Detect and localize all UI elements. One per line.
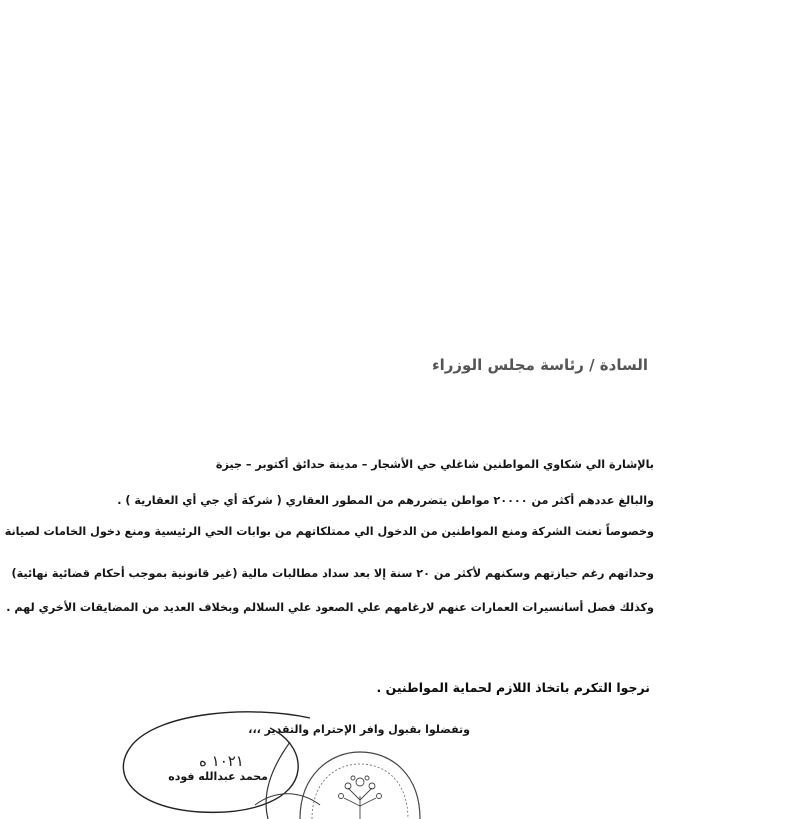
stamp-outer-arc <box>300 752 420 819</box>
body-line-1: بالإشارة الي شكاوي المواطنين شاغلي حي الأشجار – مدينة حدائق أكتوبر – جيزة <box>215 458 654 471</box>
handwritten-number: ١٠٢١ ه <box>199 752 244 770</box>
stamp-tree-emblem <box>339 776 382 819</box>
signature-stroke <box>255 794 320 805</box>
signer-name: محمد عبدالله فوده <box>168 770 268 783</box>
body-line-4: وحداتهم رغم حيازتهم وسكنهم لأكثر من ٢٠ سنة إلا بعد سداد مطالبات مالية (غير قانونية بموجب أحكام قضائية نهائية) <box>11 567 654 580</box>
request-line: نرجوا التكرم باتخاذ اللازم لحماية المواطنين . <box>376 680 650 695</box>
stamp-inner-arc <box>312 764 408 819</box>
closing-line: وتفضلوا بقبول وافر الإحترام والتقدير ،،، <box>248 723 470 736</box>
body-line-3: وخصوصاً تعنت الشركة ومنع المواطنين من الدخول الي ممتلكاتهم من بوابات الحي الرئيسية ومنع دخول الخامات لصيانة <box>4 525 654 538</box>
letter-heading: السادة / رئاسة مجلس الوزراء <box>431 356 648 374</box>
body-line-5: وكذلك فصل أسانسيرات العمارات عنهم لارغامهم علي الصعود علي السلالم وبخلاف العديد من المضايقات الأخري لهم . <box>6 601 654 614</box>
signature-stroke <box>266 742 290 819</box>
body-line-2: والبالغ عددهم أكثر من ٢٠٠٠٠ مواطن يتضررهم من المطور العقاري ( شركة أي جي أي العقارية ) . <box>117 494 654 507</box>
